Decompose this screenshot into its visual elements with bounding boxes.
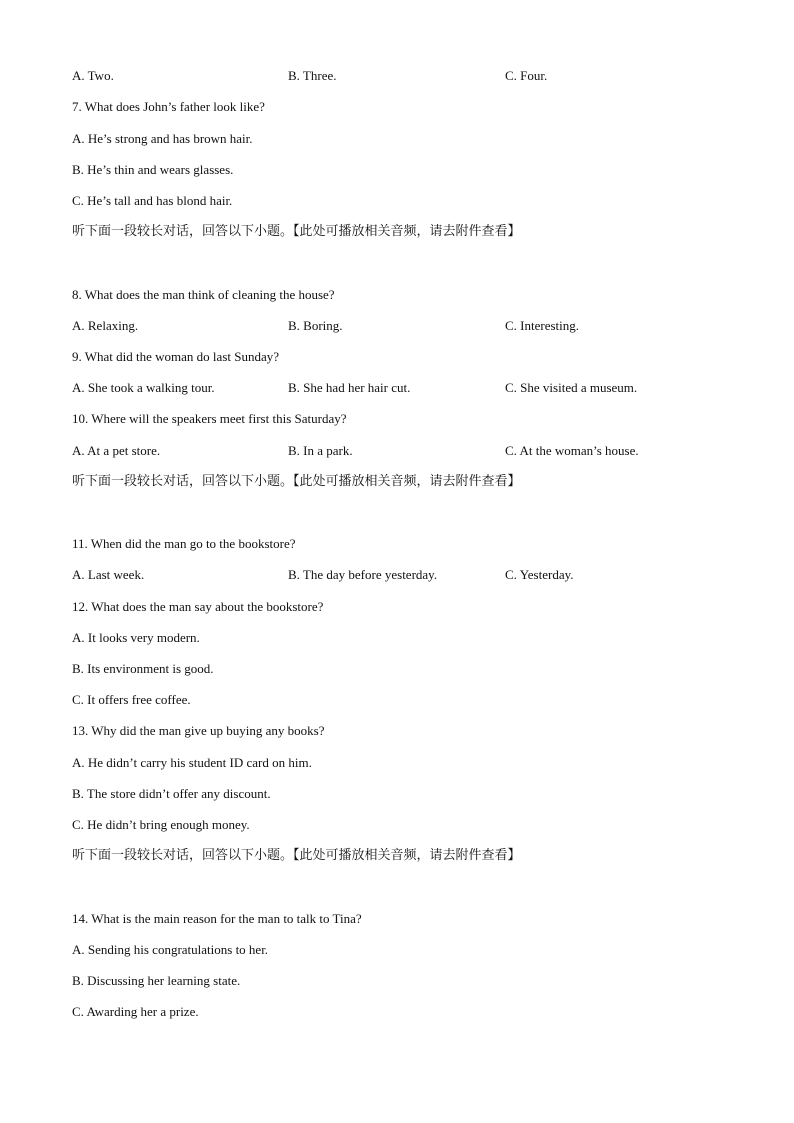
q10-question: 10. Where will the speakers meet first this Saturday? [72,411,347,426]
q7-question: 7. What does John’s father look like? [72,99,265,114]
q8-option-c: C. Interesting. [505,318,580,333]
q13-option-c: C. He didn’t bring enough money. [72,817,250,832]
q11-option-b: B. The day before yesterday. [288,567,438,582]
q13-option-b: B. The store didn’t offer any discount. [72,786,271,801]
q14-option-a: A. Sending his congratulations to her. [72,942,269,957]
q12-question: 12. What does the man say about the bookstore? [72,599,324,614]
q9-question: 9. What did the woman do last Sunday? [72,349,280,364]
q8-option-a: A. Relaxing. [72,318,139,333]
q8-question: 8. What does the man think of cleaning the house? [72,287,335,302]
q11-option-c: C. Yesterday. [505,567,574,582]
q6-option-b: B. Three. [288,68,337,83]
q12-option-a: A. It looks very modern. [72,630,200,645]
listening-instruction: 听下面一段较长对话，回答以下小题。【此处可播放相关音频，请去附件查看】 [72,224,521,239]
q11-question: 11. When did the man go to the bookstore? [72,536,296,551]
q6-option-a: A. Two. [72,68,114,83]
listening-instruction: 听下面一段较长对话，回答以下小题。【此处可播放相关音频，请去附件查看】 [72,474,521,489]
q9-option-c: C. She visited a museum. [505,380,638,395]
q12-option-b: B. Its environment is good. [72,661,214,676]
q7-option-a: A. He’s strong and has brown hair. [72,131,253,146]
q10-option-c: C. At the woman’s house. [505,443,639,458]
q14-option-b: B. Discussing her learning state. [72,973,241,988]
q11-option-a: A. Last week. [72,567,145,582]
q7-option-b: B. He’s thin and wears glasses. [72,162,234,177]
q6-option-c: C. Four. [505,68,548,83]
q9-option-a: A. She took a walking tour. [72,380,215,395]
q13-question: 13. Why did the man give up buying any books? [72,723,325,738]
listening-instruction: 听下面一段较长对话，回答以下小题。【此处可播放相关音频，请去附件查看】 [72,848,521,863]
q14-question: 14. What is the main reason for the man to talk to Tina? [72,911,362,926]
q9-option-b: B. She had her hair cut. [288,380,411,395]
q7-option-c: C. He’s tall and has blond hair. [72,193,233,208]
q12-option-c: C. It offers free coffee. [72,692,191,707]
q14-option-c: C. Awarding her a prize. [72,1004,199,1019]
q13-option-a: A. He didn’t carry his student ID card on him. [72,755,312,770]
q10-option-a: A. At a pet store. [72,443,161,458]
q10-option-b: B. In a park. [288,443,353,458]
q8-option-b: B. Boring. [288,318,343,333]
